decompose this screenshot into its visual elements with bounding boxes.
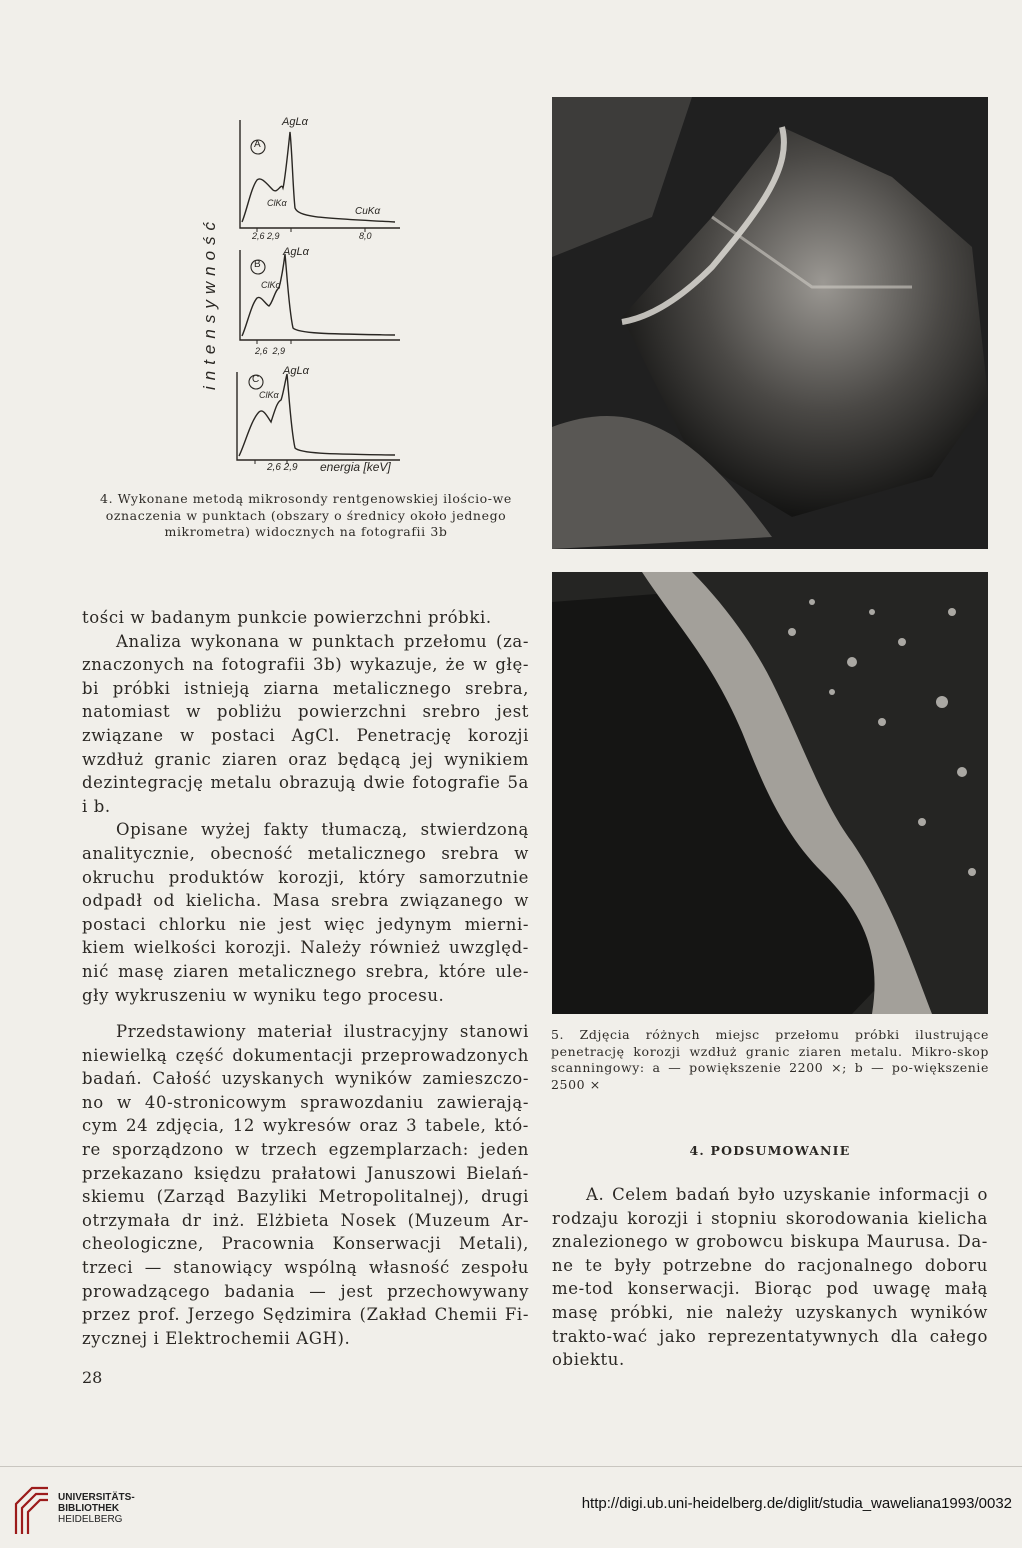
panel-c-letter: C — [252, 374, 260, 385]
right-paragraph-1-text: Celem badań było uzyskanie informacji o rodzaju korozji i stopniu skorodowania kielicha znalezionego w grobowcu biskupa Maurusa. Da-ne te były potrzebne do racjonalnego doboru me-tod konserwacji. Biorąc pod uwagę małą masę próbki, nie należy uzyskanych wyników trakto-wać jako reprezentatywnych dla całego obiektu. — [552, 1185, 988, 1370]
library-line-3: HEIDELBERG — [58, 1514, 123, 1525]
left-column-lower — [82, 1020, 529, 1350]
panel-a-letter: A — [254, 139, 261, 150]
panel-b-letter: B — [254, 259, 261, 270]
panel-c-cl-label: ClKα — [259, 390, 279, 400]
source-url-link[interactable]: http://digi.ub.uni-heidelberg.de/diglit/studia_waweliana1993/0032 — [581, 1495, 1012, 1512]
right-column — [552, 1183, 988, 1372]
figure-5b-photo — [552, 572, 988, 1014]
y-axis-label: intensywność — [200, 215, 219, 391]
panel-b-cl-label: ClKα — [261, 280, 281, 290]
library-line-1: UNIVERSITÄTS- — [58, 1492, 135, 1503]
panel-c-ticks: 2,6 2,9 — [267, 462, 298, 473]
panel-c-axes — [237, 372, 400, 460]
figure-4-spectra — [195, 110, 435, 480]
figure-4-caption: 4. Wykonane metodą mikrosondy rentgenowskiej ilościo-we oznaczenia w punktach (obszary o średnicy około jednego mikrometra) widocznych na fotografii 3b — [100, 491, 512, 539]
panel-c-peak-label: AgLα — [283, 365, 309, 377]
panel-a-cu-label: CuKα — [355, 206, 381, 217]
panel-c-axis-label: energia [keV] — [320, 460, 391, 474]
panel-b-peak-label: AgLα — [283, 246, 309, 258]
panel-a-tick-extra: 8,0 — [359, 231, 372, 241]
spectra-graphic — [195, 110, 435, 480]
library-logo-icon — [12, 1482, 52, 1538]
section-heading: 4. PODSUMOWANIE — [689, 1143, 851, 1158]
page-number: 28 — [82, 1368, 103, 1387]
library-line-2: BIBLIOTHEK — [58, 1503, 120, 1514]
panel-a-ticks: 2,6 2,9 — [252, 231, 280, 241]
left-column — [82, 606, 529, 1007]
left-paragraph-4: Przedstawiony materiał ilustracyjny stanowi niewielką część dokumentacji przeprowadzonych badań. Całość uzyskanych wyników zamieszczo-no w 40-stronicowym sprawozdaniu zawierają-cym 24 zdjęcia, 12 wykresów oraz 3 tabele, któ-re sporządzono w trzech egzemplarzach: jeden przekazano księdzu prałatowi Januszowi Bielań-skiemu (Zarząd Bazyliki Metropolitalnej), drugi otrzymała dr inż. Elżbieta Nosek (Muzeum Ar-cheologiczne, Pracownia Konserwacji Metali), trzeci — stanowiący wspólną własność zespołu prowadzącego badania — jest przechowywany przez prof. Jerzego Sędzimira (Zakład Chemii Fi-zycznej i Elektrochemii AGH). — [82, 1022, 529, 1348]
panel-a-peak-label: AgLα — [282, 116, 308, 128]
right-paragraph-1 — [552, 1183, 988, 1372]
footer-separator — [0, 1466, 1022, 1467]
figure-5a-photo — [552, 97, 988, 549]
panel-c-spectrum — [239, 374, 395, 456]
panel-b-ticks: 2,6 2,9 — [255, 346, 286, 356]
paragraph-lead: A. — [586, 1185, 605, 1204]
figure-5-caption-text: 5. Zdjęcia różnych miejsc przełomu próbki ilustrujące penetrację korozji wzdłuż granic ziaren metalu. Mikro-skop scanningowy: a — powiększenie 2200 ×; b — po-większenie 2500 × — [551, 1027, 989, 1092]
left-paragraph-2: Analiza wykonana w punktach przełomu (za-znaczonych na fotografii 3b) wykazuje, że w głę-bi próbki istnieją ziarna metalicznego srebra, natomiast w pobliżu powierzchni srebro jest związane w postaci AgCl. Penetrację korozji wzdłuż granic ziaren oraz będącą jej wynikiem dezintegrację metalu obrazują dwie fotografie 5a i b. — [82, 631, 529, 816]
panel-a-cl-label: ClKα — [267, 198, 287, 208]
left-paragraph-3: Opisane wyżej fakty tłumaczą, stwierdzoną analitycznie, obecność metalicznego srebra w okruchu produktów korozji, który samorzutnie odpadł od kielicha. Masa srebra związanego w postaci chlorku nie jest więc jedynym mierni-kiem wielkości korozji. Należy również uwzględ-nić masę ziaren metalicznego srebra, które ule-gły wykruszeniu w wyniku tego procesu. — [82, 820, 529, 1005]
left-paragraph-1: tości w badanym punkcie powierzchni próbki. — [82, 608, 492, 627]
library-name — [58, 1492, 135, 1525]
figure-5-caption — [551, 1027, 989, 1093]
